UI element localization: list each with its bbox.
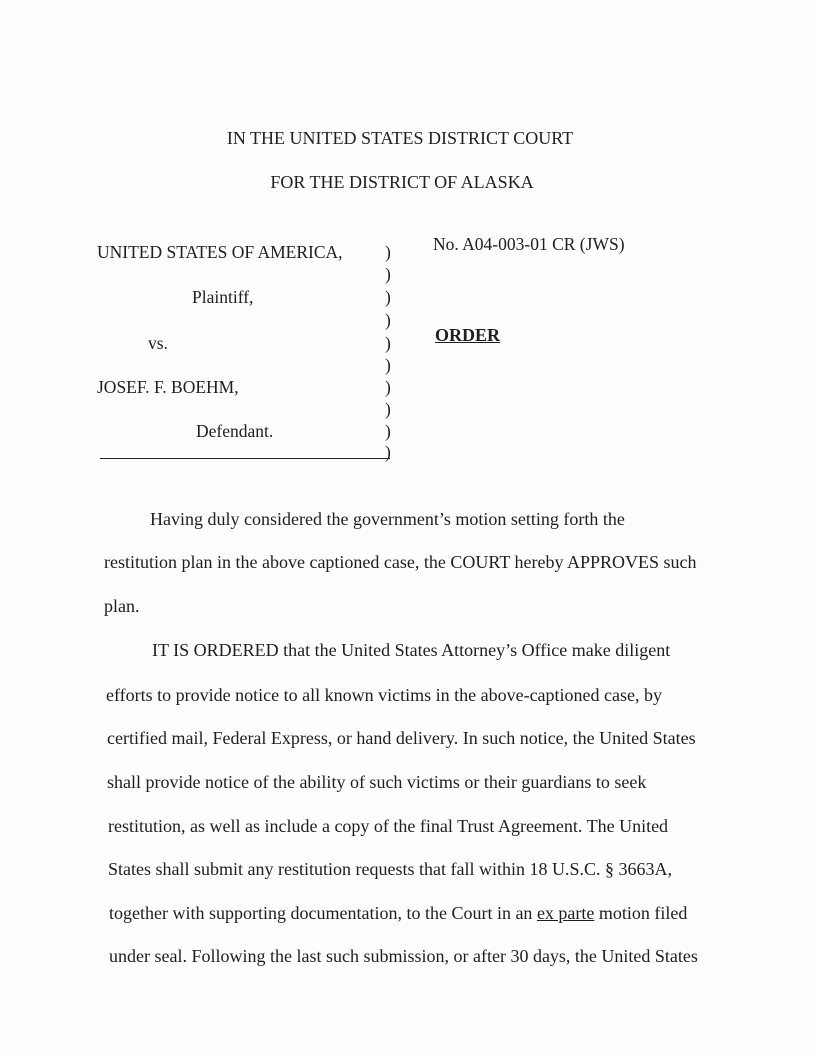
body-text-segment: motion filed	[594, 903, 688, 923]
plaintiff-name: UNITED STATES OF AMERICA,	[97, 242, 343, 262]
court-name-line: IN THE UNITED STATES DISTRICT COURT	[226, 128, 574, 148]
case-number: No. A04-003-01 CR (JWS)	[433, 234, 625, 254]
body-line: under seal. Following the last such submission, or after 30 days, the United States	[109, 946, 698, 966]
caption-paren: )	[385, 287, 391, 307]
defendant-role: Defendant.	[196, 421, 274, 441]
body-line: shall provide notice of the ability of such victims or their guardians to seek	[107, 772, 647, 792]
body-line: IT IS ORDERED that the United States Attorney’s Office make diligent	[152, 640, 671, 660]
caption-paren: )	[385, 242, 391, 262]
body-line: certified mail, Federal Express, or hand delivery. In such notice, the United States	[107, 728, 696, 748]
ex-parte-underlined: ex parte	[536, 903, 595, 923]
body-text-segment: together with supporting documentation, to the Court in an	[109, 903, 537, 923]
document-title: ORDER	[435, 325, 501, 345]
court-district-line: FOR THE DISTRICT OF ALASKA	[270, 172, 534, 192]
caption-paren: )	[385, 399, 391, 419]
body-line	[109, 903, 687, 924]
defendant-name: JOSEF. F. BOEHM,	[97, 377, 239, 397]
caption-paren: )	[385, 421, 391, 441]
body-line: plan.	[104, 596, 140, 616]
caption-paren: )	[385, 442, 391, 462]
caption-paren: )	[385, 377, 391, 397]
body-line: States shall submit any restitution requests that fall within 18 U.S.C. § 3663A,	[108, 859, 672, 879]
caption-underline	[100, 458, 390, 459]
caption-paren: )	[385, 310, 391, 330]
caption-paren: )	[385, 355, 391, 375]
versus: vs.	[148, 333, 168, 353]
body-line: efforts to provide notice to all known victims in the above-captioned case, by	[106, 685, 663, 705]
body-line: restitution, as well as include a copy of the final Trust Agreement. The United	[108, 816, 669, 836]
plaintiff-role: Plaintiff,	[192, 287, 254, 307]
caption-paren: )	[385, 264, 391, 284]
body-line: restitution plan in the above captioned case, the COURT hereby APPROVES such	[104, 552, 697, 572]
caption-paren: )	[385, 333, 391, 353]
body-line: Having duly considered the government’s motion setting forth the	[150, 509, 625, 529]
